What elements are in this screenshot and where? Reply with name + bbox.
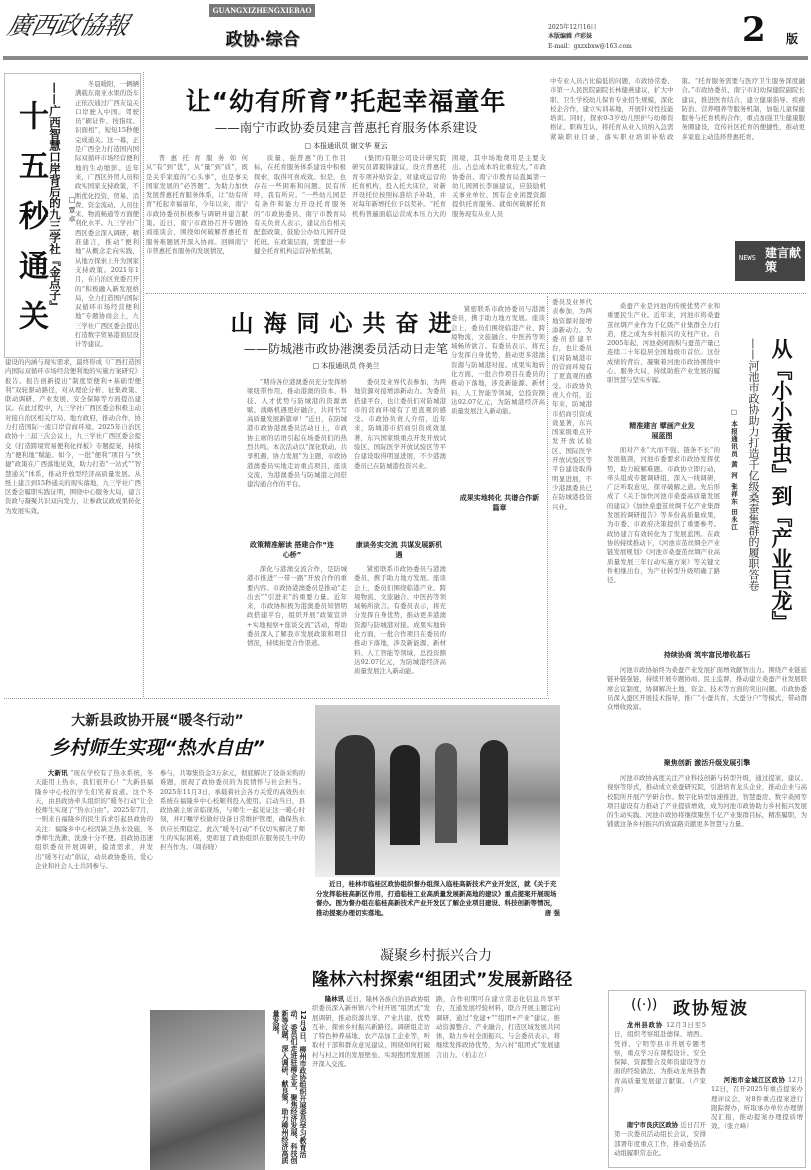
photo-caption: 近日，桂林市临桂区政协组织督办组深入临桂高新技术产业开发区，就《关于充分发挥临桂高新区作用，打造临桂工业高质量发展新高地的建议》重点提案开展现场督办。图为督办组在临桂高新技术产业开发区了解企业项目建设、科技创新等情况，推动提案办理切实落地。 唐 强: [316, 880, 560, 917]
briefs-box: [608, 990, 806, 1168]
photo-credit: 唐 强: [544, 908, 560, 917]
middle-article-col-5: 紧密联系市政协委员与港澳委员，携手助力地方发展。座谈会上，委员们围绕临港产业、跨境物流、文旅融合、中医药等领域畅所欲言。有委员表示，将充分发挥自身优势，推动更多港澳资源与防城港对接。成果实地转化方面，一批合作项目在委员的推动下落地，涉及新能源、新材料、人工智能等领域，总投资额达92.07亿元，为防城港经济高质量发展注入新动能。: [354, 565, 446, 676]
bottom-left-article: [5, 705, 310, 1170]
right-article-byline: □ 本报通讯员 黄 河 张祥东 田永江: [730, 408, 738, 531]
masthead: [0, 0, 811, 62]
sidebar-article: [4, 73, 141, 358]
news-badge-en: NEWS: [739, 254, 756, 262]
bottom-left-col-2: 参与，共筹集资金3万余元，彻底解决了设备采购的难题，展现了政协委员的为民情怀与社会担当。2025年11月3日，承载着社会各方关爱的高效热水系统在福隆乡中心校顺利投入使用。启动当日，县政协副主席亲临现场，与师生一起见证这一暖心时刻，并叮嘱学校做好设备日常维护管理，确保热水供应长期稳定。此次“暖冬行动”不仅切实解决了师生的实际困难，更彰显了政协组织在服务民生中的担当作为。（周春晓）: [160, 769, 305, 852]
top-article-col-4: 中专业人员占比偏低的问题，市政协常委、市第一人民医院副院长林健燕建议，扩大中职、卫生学校幼儿保育专业招生规模，深化校企合作，建立实训基地，开展针对性技能培训。同时，探索0-3岁幼儿照护与幼师资格证、职称互认，将托育从业人员纳入急需紧缺职业目录，落实职业培训补贴政策。“托育服务需要与医疗卫生服务深度融合。”市政协委员、南宁市妇幼保健院副院长建议，推进医育结合，建立健康指导、疾病防治、营养喂养等服务机制，加强儿童保健服务与托育机构合作，重点加强卫生健康服务圈建设，宣传社区托育的便捷性，推动更多家庭主动选择普惠托育。: [550, 77, 805, 141]
bottom-left-title-2: 乡村师生实现“热水自由”: [50, 737, 265, 759]
masthead-pinyin: GUANGXIZHENGXIEBAO: [209, 4, 315, 17]
sidebar-subtitle: ——广西智慧口岸背后的九三学社『金点子』: [48, 82, 62, 312]
bottom-center-col-1: 隆林讯 近日，隆林各族自治县政协组织委员深入新州镇六个村开展“组团式”发展调研，推动资源共享、产业共建、优势互补，探索乡村振兴新路径。调研组走访了特色种养基地、农产品加工企业等，听取村干部和群众意见建议，围绕如何打破村与村之间的发展壁垒、实现抱团发展展开深入交流。: [312, 995, 430, 1069]
brief-item: 龙州县政协 12月3日至5日，组织考察组赴德保、靖西、凭祥、宁明等县市开展专题考察，重点学习在课程设计、安全保障、资源整合及师资建设等方面的经验做法，为推动龙州县教育高质量发展建言献策。（卢家涛）: [614, 1021, 706, 1095]
top-article-byline: □ 本报通讯员 谢文华 夏云: [304, 142, 388, 150]
top-article: [146, 78, 546, 293]
brief-item: 河池市金城江区政协 12月12日，召开2025年重点提案办理评议会，对8件重点提案进行跟踪督办，听取承办单位办理情况汇报，推动提案办理提质增效。（张立峰）: [711, 1076, 803, 1131]
top-article-col-2: 质量、强普惠”的工作目标，在托育服务体系建设中积极探索，取得可喜成效。但是，也存在一些困难和问题。民有所呼，我有所应。“一些幼儿园是有条件和能力开设托育服务的”市政协委员、南宁市教育局有关负责人表示，建议出台相关配套政策，鼓励公办幼儿园开设托班。在政策层面，需要进一步健全托育机构运营补贴机制，: [254, 154, 346, 255]
middle-article-subtitle: ——防城港市政协港澳委员活动日走笔: [243, 342, 448, 356]
broadcast-icon: ((·)): [631, 997, 658, 1013]
briefs-title: 政协短波: [673, 999, 749, 1019]
person: [480, 740, 508, 845]
news-photo: [315, 705, 560, 877]
middle-article-col-2: 委员及业界代表参加，为两地资源对接增添新动力。为委员搭建平台，也让委员们对防城港市的营商环境有了更直观的感受。市政协负责人介绍，近年来，防城港市招商引资成效显著，东兴国家级重点开发开放试验区、国际医学开放试验区等平台建设取得明显进展，不少港澳委员已在防城港投资兴业。: [354, 378, 446, 470]
middle-section-heading-3: 康谈务实交流 共谋发展新机遇: [355, 541, 443, 559]
bottom-left-title-1: 大新县政协开展“暖冬行动”: [71, 713, 244, 729]
sidebar-paragraph-2: 建设的内涵与现实需求，最终形成《广西打造国内国际双循环市场经营便利地的实施方案研究》报告。报告创新提出“制度型便利+基础型便利”双轮驱动路径，对从理论分析、征集政策、联动调研、产业发展、安全保障等方面提出建议。在此过程中，九三学社广西区委会积极主动对接自治区相关厅局、地方政府，推动合作，协力打造国际一流口岸营商环境。2025年自治区政协十三届三次会议上，九三学社广西区委会提交《打造跨境贸易便利化样板》专题提案，持续为“便利地”赋能。如今，一批“便利”项目与“快捷”政策在广西落地见效，助力打造“一站式”“智慧通关”体系，推动开放型经济高质量发展。从纸上建言到15秒通关的现实落地，九三学社广西区委会履职实践证明，围绕中心服务大局，建言资政与凝聚共识双向发力，让参政议政成果转化为发展实效。: [5, 358, 141, 515]
right-section-heading-1: 精准建言 擘画产业发展蓝图: [629, 422, 695, 440]
right-section-heading-3: 聚焦创新 激活升级发展引擎: [663, 759, 751, 767]
top-article-col-3: (集团)有限公司设计研究院研究员郭毅锋建议，设立普惠托育专项补贴资金，对建成运营的托育机构，投入托大床位，对新开设托位按照标准给予补助，并对每年新增托位予以奖补。“托育机构普遍面临运营成本压力大的困境，其中场地费用是主要支出。占总成本的比重较大。”市政协委员、南宁市教育局直属第一幼儿园园长李丽建议，应鼓励机关事业单位、国有企业闲置资源提供托育服务。就如何破解托育服务现有从业人员: [352, 154, 546, 218]
middle-section-heading-2: 成果实地转化 共谱合作新篇章: [457, 493, 542, 513]
bottom-center-article: [312, 940, 573, 1170]
middle-article-title: 山海同心共奋进: [230, 311, 462, 337]
page-number: 2: [742, 10, 766, 50]
bottom-left-photo-caption: 12月9日，柳州市政协组织开展委员学习教育活动，委员们走进驻柳企业，聚焦经济发展、科技创新等议题，深入调研、献良策，助力柳州经济高质量发展。: [272, 1010, 307, 1164]
sidebar-title: 十五秒通关: [13, 100, 48, 350]
news-badge: [735, 241, 805, 281]
top-article-title: 让“幼有所育”托起幸福童年: [185, 87, 507, 116]
section-title: 政协·综合: [225, 30, 300, 50]
brief-item: 南宁市良庆区政协 近日召开第一次委员活动组长会议，安排部署年度重点工作，推动委员活动组履职常态化。: [614, 1121, 706, 1157]
newspaper-logo: 廣西政協報: [4, 11, 131, 40]
page-suffix: 版: [786, 32, 799, 46]
middle-section-heading-1: 政策精准解读 搭建合作“连心桥”: [249, 541, 335, 559]
bottom-center-col-2: 路，合作初期可在建立常态化信息共享平台，互通发展经验材料，联合开展主题定向调研，通过“党建+”“组团+产业”建议，推动资源整合、产业融合，打造区域发展共同体，助力乡村全面振兴。与会委员表示，将继续发挥政协优势，为六村“组团式”发展建言出力。（柏志立）: [436, 995, 560, 1059]
right-article-subtitle: ——河池市政协助力打造千亿级桑蚕集群的履职答卷: [747, 338, 760, 591]
issue-date: 2025年12月16日: [548, 24, 597, 31]
bottom-left-col-1: 大新讯 “现在学校有了热水系统，冬天能用上热水，我们很开心！”大新县福隆乡中心校的学生们笑着说道。这个冬天，由县政协牵头组织的“暖冬行动”让全校师生实现了“热水自由”。2025年7月，一则来自福隆乡的民生诉求引起县政协的关注：福隆乡中心校因缺乏热水设施，冬季师生洗漱、洗澡十分不便。县政协迅速组织委员开展调研，摸清需求，并发出“暖冬行动”倡议，动员政协委员、爱心企业和社会人士共同参与。: [35, 769, 153, 870]
right-section-heading-2: 持续协商 筑牢富民增收基石: [663, 651, 751, 659]
person: [335, 735, 375, 875]
middle-article-byline: □ 本报通讯员 佟美兰: [312, 362, 380, 370]
top-article-col-1: 普惠托育服务如何从“有”到“优”，从“量”到“质”，既是关乎家庭的“心头事”，也是事关国家发展的“必答题”。为助力加快发展普惠托育服务体系，让“幼有所育”托起幸福童年，今年以来，南宁市政协委员积极参与调研并建言献策。近日，南宁市政协召开专题协商座谈会，围绕如何破解普惠托育服务难题展开深入协商。回顾南宁市普惠托育服务的发展情况，: [146, 154, 248, 255]
right-article-p2: 河池市政协始终为桑蚕产业发展扩面增效献智出力。围绕产业链延链补链强链，持续开展专题协商、民主监督，推动建立桑蚕产业发展联席会议制度，协调解决土地、资金、技术等方面的突出问题。市政协委员深入蚕区开展技术指导，推广“小蚕共育、大蚕分户”等模式，带动群众增收致富。: [607, 666, 807, 712]
right-article-p1: 面对产业“大而不强、链条不长”的发展瓶颈，河池市委要求市政协发挥优势，助力破解难题。市政协立即行动，牵头组成专题调研组，深入一线调研，广泛听取意见，探寻破解之道。先后形成了《关于加快河池市桑蚕高质量发展的建议》《加快桑蚕茧丝绸千亿产业集群发展的调研报告》等多份高质量成果，为市委、市政府决策提供了重要参考。政协建言有效转化为了发展蓝图。在政协的持续推动下，《河池市茧丝绸全产业链发展规划》《河池市桑蚕茧丝绸产业高质量发展三年行动实施方案》等关键文件相继出台，为产业转型升级明确了路径。: [607, 446, 720, 585]
right-article: [552, 298, 807, 938]
middle-article-col-4: 深化与港澳交流合作，是防城港市推进“一带一路”开放合作的重要内容。市政协港澳委员是推动“走出去”“引进来”的重要力量。近年来，市政协积极为港澳委员知情明政搭建平台，组织开展“政策宣讲+实地视察+座谈交流”活动，帮助委员深入了解我市发展政策和项目情况，持续拓宽合作渠道。: [247, 565, 347, 648]
middle-article-col-1: “期待各位港澳委员充分发挥桥梁纽带作用，推动港澳的资本、科技、人才优势与防城港的资源禀赋、战略机遇更好融合，共同书写高质量发展新篇章！”近日，在防城港市政协港澳委员活动日上，市政协主席的话语引起在场委员们的热烈共鸣。本次活动以“深化联动、共享机遇、协力发展”为主题，市政协港澳委员实地走访重点项目、座谈交流，为港澳委员与防城港之间搭建沟通合作的平台。: [247, 378, 347, 489]
dateline: 隆林讯: [324, 995, 345, 1003]
right-article-title: 从『小小蚕虫』到『产业巨龙』: [769, 338, 793, 632]
right-article-col-left: 委员及业界代表参加，为两地资源对接增添新动力。为委员搭建平台，也让委员们对防城港市的营商环境有了更直观的感受。市政协负责人介绍，近年来，防城港市招商引资成效显著，东兴国家级重点开发开放试验区、国际医学开放试验区等平台建设取得明显进展，不少港澳委员已在防城港投资兴业。: [552, 298, 592, 511]
right-article-intro: 桑蚕产业是河池的传统优势产业和重要民生产业。近年来，河池市将桑蚕茧丝绸产业作为千亿级产业集群全力打造，使之成为乡村振兴的支柱产业。自2005年起，河池桑园面积与蚕茧产量已连续二十年稳居全国地级市首位。这份成绩的背后，凝聚着河池市政协围绕中心、服务大局，持续助推产业发展的履职智慧与坚实步履。: [607, 302, 720, 385]
bottom-left-photo: [150, 1010, 265, 1170]
masthead-rule: [3, 56, 808, 60]
person: [435, 743, 457, 843]
bottom-center-title-2: 隆林六村探索“组团式”发展新路径: [312, 970, 573, 990]
person: [390, 745, 420, 845]
news-badge-cn: 建言献策: [765, 246, 802, 274]
top-article-subtitle: ——南宁市政协委员建言普惠托育服务体系建设: [214, 120, 478, 135]
dateline: 大新讯: [47, 769, 68, 777]
email: E-mail：gxzxbxw@163.com: [548, 43, 632, 50]
sidebar-paragraph: 冬晨暖阳，一辆辆满载东南亚水果的货车正依次通过广西友谊关口岸驶入中国。驾驶员“刷证件、按指纹、识面相”，短短15秒便完成通关。这一幕，正是广西全力打造国内国际双循环市场经营便利地的生动缩影。近年来，广西区外贸人员和政实国家支持政策，不断优化投资、贸易、消费、资金流动、人员往来、物流畅通等方面便利化水平。九三学社广西区委会深入调研，精准建言，推动“便利地”从概念走向实践，从地方探索上升为国家支持政策。2021年1月，在自治区党委召开的“积极融入新发展格局，全力打造国内国际双循环市场经营便利地”专题协商会上，九三学社广西区委会提出打造数字贸易港顶层设计等建议。: [75, 80, 139, 349]
middle-article: [147, 300, 545, 695]
bottom-center-title-1: 凝聚乡村振兴合力: [380, 948, 492, 964]
editor: 本版编辑 卢彩妹: [548, 33, 593, 40]
middle-article-col-3: 紧密联系市政协委员与港澳委员，携手助力地方发展。座谈会上，委员们围绕临港产业、跨境物流、文旅融合、中医药等领域畅所欲言。有委员表示，将充分发挥自身优势，推动更多港澳资源与防城港对接。成果实地转化方面，一批合作项目在委员的推动下落地，涉及新能源、新材料、人工智能等领域，总投资额达92.07亿元，为防城港经济高质量发展注入新动能。: [451, 305, 545, 416]
sidebar-byline: □ 覃 卓: [68, 196, 76, 223]
right-article-p3: 河池市政协高度关注产业科技创新与转型升级，通过提案、建议、视察等形式，推动成立桑蚕研究院，引进培育龙头企业，推动企业与高校院所开展产学研合作。数字化转型加速推进，智慧蚕房、数字桑园等项目建设有力推动了产业提质增效，成为河池市政协助力乡村振兴发展的生动实践。河池市政协将继续聚焦千亿产业集群目标，精准履职，为铺就这条乡村振兴的致富路贡献更多智慧与力量。: [607, 774, 807, 829]
